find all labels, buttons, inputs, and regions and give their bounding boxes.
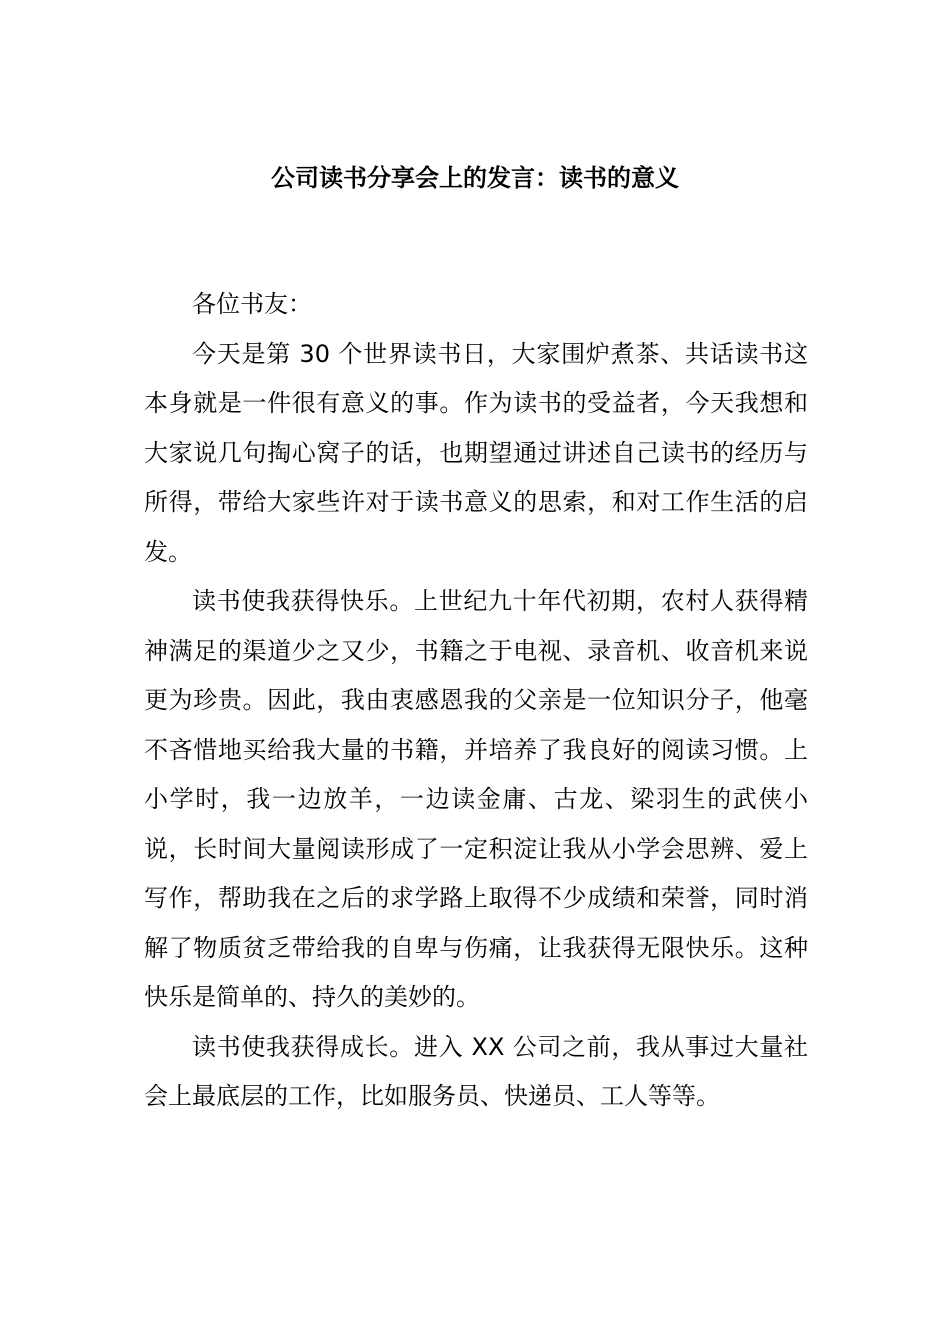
document-title: 公司读书分享会上的发言：读书的意义 — [271, 164, 679, 192]
body-paragraph: 今天是第 30 个世界读书日，大家围炉煮茶、共话读书这本身就是一件很有意义的事。作为读书的受益者，今天我想和大家说几句掏心窝子的话，也期望通过讲述自己读书的经历与所得，带给大家些许对于读书意义的思索，和对工作生活的启发。 — [144, 339, 808, 566]
salutation: 各位书友： — [192, 290, 312, 318]
body-paragraph: 读书使我获得成长。进入 XX 公司之前，我从事过大量社会上最底层的工作，比如服务员、快递员、工人等等。 — [144, 1032, 808, 1110]
document-body — [144, 280, 808, 1122]
body-paragraph: 读书使我获得快乐。上世纪九十年代初期，农村人获得精神满足的渠道少之又少，书籍之于电视、录音机、收音机来说更为珍贵。因此，我由衷感恩我的父亲是一位知识分子，他毫不吝惜地买给我大量的书籍，并培养了我良好的阅读习惯。上小学时，我一边放羊，一边读金庸、古龙、梁羽生的武侠小说，长时间大量阅读形成了一定积淀让我从小学会思辨、爱上写作，帮助我在之后的求学路上取得不少成绩和荣誉，同时消解了物质贫乏带给我的自卑与伤痛，让我获得无限快乐。这种快乐是简单的、持久的美妙的。 — [144, 587, 808, 1011]
